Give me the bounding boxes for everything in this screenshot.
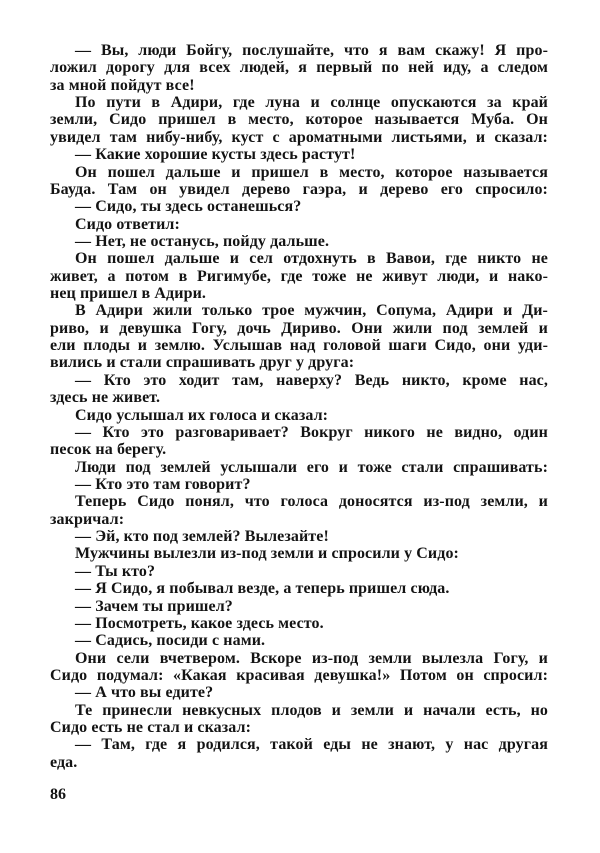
text-line: здесь не живет. xyxy=(50,389,161,407)
text-line: риво, и девушка Гогу, дочь Диривo. Они жили под землей и xyxy=(50,319,548,337)
text-line: — Кто это разговаривает? Вокруг никого не видно, один xyxy=(75,423,548,441)
text-line: Он пошел дальше и пришел в место, которое называется xyxy=(75,163,548,181)
text-line: закричал: xyxy=(50,510,125,528)
text-line: По пути в Адири, где луна и солнце опускаются за край xyxy=(75,94,548,112)
text-line: Сидо услышал их голоса и сказал: xyxy=(75,406,329,424)
text-line: — А что вы едите? xyxy=(75,684,214,702)
text-line: — Ты кто? xyxy=(75,562,156,580)
text-line: Мужчины вылезли из-под земли и спросили у Сидо: xyxy=(75,545,459,563)
text-line: Они сели вчетвером. Вскоре из-под земли вылезла Гогу, и xyxy=(75,649,548,667)
text-line: — Зачем ты пришел? xyxy=(75,597,233,615)
page-number: 86 xyxy=(50,786,66,803)
text-line: — Садись, посиди с нами. xyxy=(75,632,266,650)
text-line: В Адири жили только трое мужчин, Сопума, Адири и Ди- xyxy=(75,302,548,320)
text-line: вились и стали спрашивать друг у друга: xyxy=(50,354,355,372)
text-line: Сидо ответил: xyxy=(75,215,180,233)
text-line: — Эй, кто под землей? Вылезайте! xyxy=(75,528,329,546)
text-line: за мной пойдут все! xyxy=(50,76,195,94)
text-line: — Там, где я родился, такой еды не знают, у нас другая xyxy=(75,736,548,754)
text-line: — Вы, люди Бойгу, послушайте, что я вам скажу! Я про- xyxy=(75,42,548,59)
page-text xyxy=(50,42,548,771)
text-line: — Сидо, ты здесь останешься? xyxy=(75,198,302,216)
text-line: нец пришел в Адири. xyxy=(50,285,206,303)
text-line: — Посмотреть, какое здесь место. xyxy=(75,614,324,632)
text-line: — Кто это ходит там, наверху? Ведь никто, кроме нас, xyxy=(75,371,548,389)
text-line: песок на берегу. xyxy=(50,441,167,459)
text-line: еда. xyxy=(50,753,78,771)
text-line: Те принесли невкусных плодов и земли и начали есть, но xyxy=(75,701,548,719)
text-line: Теперь Сидо понял, что голоса доносятся из-под земли, и xyxy=(75,493,548,511)
text-line: — Нет, не останусь, пойду дальше. xyxy=(75,232,330,250)
text-line: увидел там нибу-нибу, куст с ароматными листьями, и сказал: xyxy=(50,128,548,146)
text-line: — Какие хорошие кусты здесь растут! xyxy=(75,146,356,164)
text-line: ложил дорогу для всех людей, я первый по ней иду, а следом xyxy=(50,59,548,77)
text-line: Бауда. Там он увидел дерево гаэра, и дерево его спросило: xyxy=(50,180,548,198)
text-line: Он пошел дальше и сел отдохнуть в Вавои, где никто не xyxy=(75,250,548,268)
text-line: — Кто это там говорит? xyxy=(75,475,251,493)
text-line: земли, Сидо пришел в место, которое называется Муба. Он xyxy=(50,111,548,129)
text-line: — Я Сидо, я побывал везде, а теперь пришел сюда. xyxy=(75,580,450,598)
text-line: ели плоды и землю. Услышав над головой шаги Сидо, они уди- xyxy=(50,337,548,355)
text-line: Сидо подумал: «Какая красивая девушка!» Потом он спросил: xyxy=(50,666,548,684)
text-line: живет, а потом в Ригимубе, где тоже не живут люди, и нако- xyxy=(50,267,548,285)
text-line: Люди под землей услышали его и тоже стали спрашивать: xyxy=(75,458,548,476)
text-line: Сидо есть не стал и сказал: xyxy=(50,719,252,737)
